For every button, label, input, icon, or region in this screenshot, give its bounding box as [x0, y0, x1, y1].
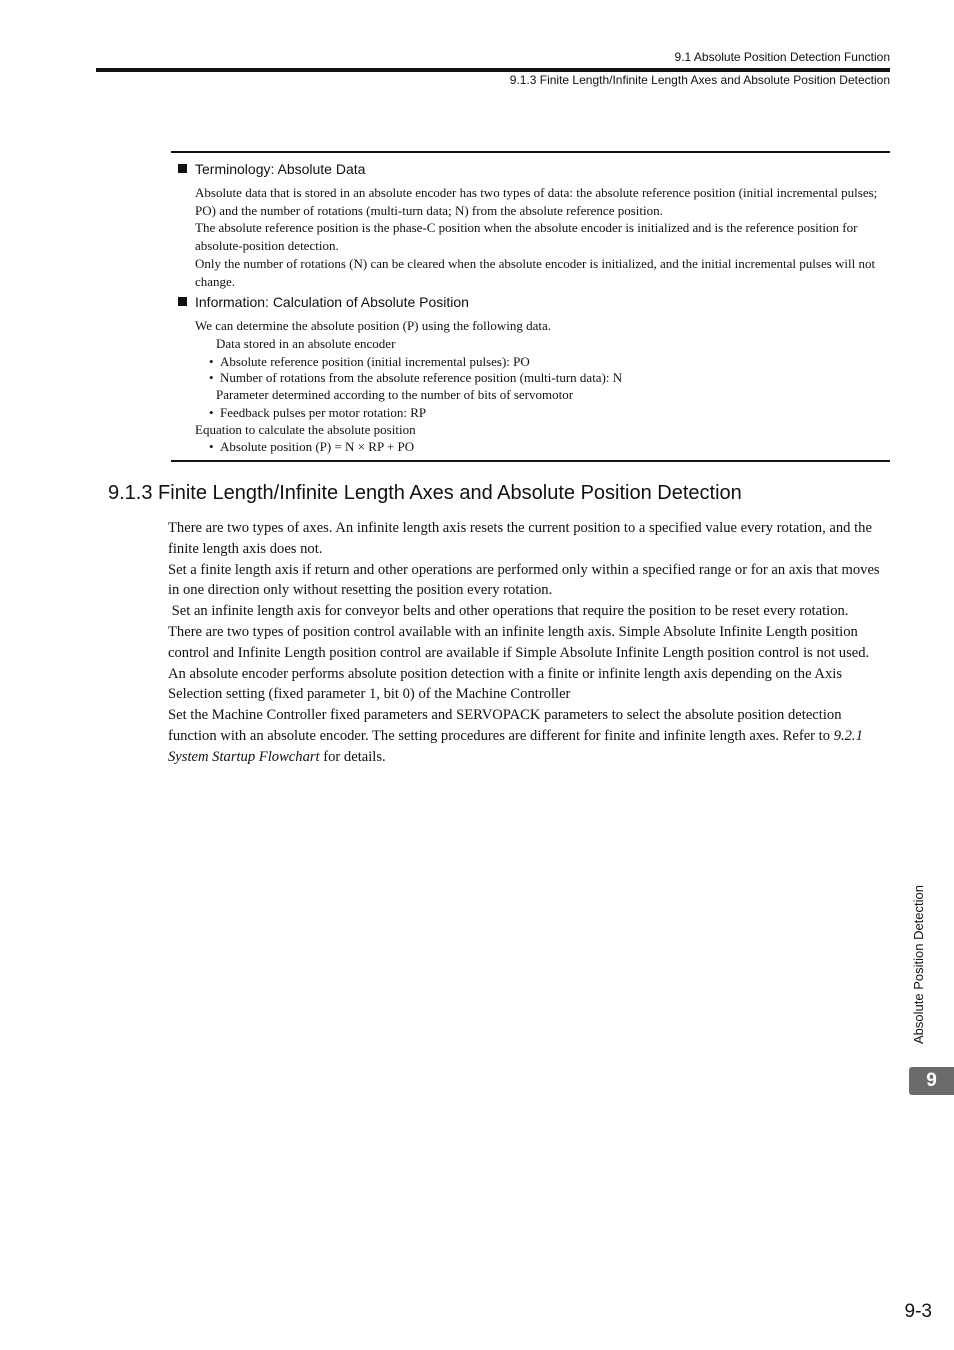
square-bullet-icon	[178, 297, 187, 306]
information-heading	[178, 294, 469, 310]
section-body	[168, 518, 892, 768]
terminology-info-box	[171, 151, 890, 462]
chapter-tab: 9	[909, 1067, 954, 1095]
equation-label: Equation to calculate the absolute position	[195, 422, 416, 437]
chapter-side-title: Absolute Position Detection	[911, 885, 926, 1044]
body-paragraph-2: Set a finite length axis if return and other operations are performed only within a specified range or for an axis that moves in one direction only without resetting the position every rotation.	[168, 561, 880, 599]
running-header-subsection: 9.1.3 Finite Length/Infinite Length Axes and Absolute Position Detection	[509, 73, 890, 87]
group-label-encoder-data: Data stored in an absolute encoder	[216, 336, 396, 351]
bullet-rotations: • Number of rotations from the absolute reference position (multi-turn data): N	[209, 369, 622, 386]
body-paragraph-6-start: Set the Machine Controller fixed parameters and SERVOPACK parameters to select the absolute position detection function with an absolute encoder. The setting procedures are different for finite and infinite length axes. Refer to	[168, 707, 842, 744]
body-paragraph-4: There are two types of position control available with an infinite length axis. Simple Absolute Infinite Length position control and Infinite Length position control are available if Simple Absolute Infinite Length position control is not used.	[168, 623, 870, 661]
terminology-paragraph-2: The absolute reference position is the phase-C position when the absolute encoder is initialized and is the reference position for absolute-position detection.	[195, 220, 858, 253]
information-heading-text: Information: Calculation of Absolute Position	[195, 294, 469, 310]
terminology-heading	[178, 161, 365, 177]
body-paragraph-6-end: for details.	[319, 748, 386, 765]
body-paragraph-3: Set an infinite length axis for conveyor belts and other operations that require the position to be reset every rotation.	[168, 603, 849, 620]
bullet-equation: • Absolute position (P) = N × RP + PO	[209, 438, 414, 455]
body-paragraph-5: An absolute encoder performs absolute position detection with a finite or infinite length axis depending on the Axis Selection setting (fixed parameter 1, bit 0) of the Machine Controller	[168, 665, 842, 703]
terminology-paragraph-1: Absolute data that is stored in an absolute encoder has two types of data: the absolute reference position (initial incremental pulses; PO) and the number of rotations (multi-turn data; N) from the absolute reference position.	[195, 185, 878, 218]
header-rule	[96, 68, 890, 72]
running-header-section: 9.1 Absolute Position Detection Function	[674, 50, 890, 64]
cross-reference-link[interactable]: 9.2.1 System Startup Flowchart	[168, 727, 863, 765]
square-bullet-icon	[178, 164, 187, 173]
section-title: 9.1.3 Finite Length/Infinite Length Axes and Absolute Position Detection	[108, 482, 742, 504]
bullet-absolute-reference: • Absolute reference position (initial incremental pulses): PO	[209, 353, 530, 370]
bullet-feedback-pulses: • Feedback pulses per motor rotation: RP	[209, 404, 426, 421]
group-label-parameter: Parameter determined according to the number of bits of servomotor	[216, 387, 574, 402]
information-intro: We can determine the absolute position (P) using the following data.	[195, 318, 552, 333]
page-number: 9-3	[904, 1301, 932, 1322]
terminology-heading-text: Terminology: Absolute Data	[195, 161, 366, 177]
body-paragraph-1: There are two types of axes. An infinite length axis resets the current position to a specified value every rotation, and the finite length axis does not.	[168, 520, 872, 557]
body-paragraph-6	[168, 705, 892, 767]
terminology-paragraph-3: Only the number of rotations (N) can be cleared when the absolute encoder is initialized, and the initial incremental pulses will not change.	[195, 256, 876, 289]
